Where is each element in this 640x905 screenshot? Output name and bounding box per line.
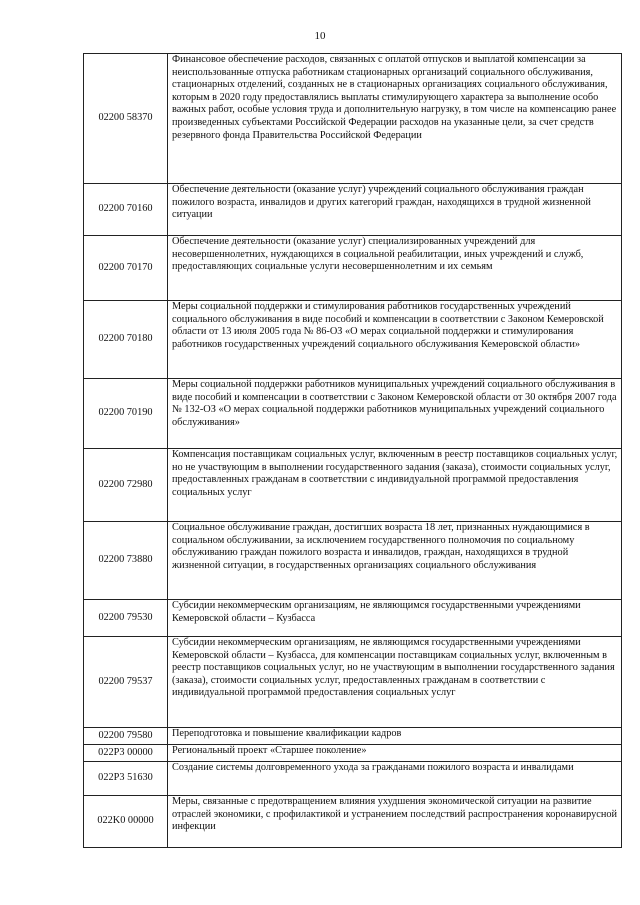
classification-table xyxy=(83,53,622,848)
row-code: 02200 72980 xyxy=(84,449,168,522)
row-description: Обеспечение деятельности (оказание услуг) специализированных учреждений для несовершеннолетних, нуждающихся в социальной реабилитации, иных учреждений и служб, предоставляющих социальные услуги несовершеннолетним и их семьям xyxy=(168,236,622,301)
row-description: Субсидии некоммерческим организациям, не являющимся государственными учреждениями Кемеровской области – Кузбасса, для компенсации поставщикам социальных услуг, включенным в реестр поставщиков социальных услуг, но не участвующим в выполнении государственного задания (заказа), стоимости социальных услуг, предоставленных гражданам в соответствии с индивидуальной программой предоставления социальных услуг xyxy=(168,637,622,728)
table-row xyxy=(84,236,622,301)
row-description: Создание системы долговременного ухода за гражданами пожилого возраста и инвалидами xyxy=(168,762,622,796)
page-number: 10 xyxy=(314,30,326,42)
row-code: 02200 73880 xyxy=(84,522,168,600)
row-code: 022P3 00000 xyxy=(84,745,168,762)
row-description: Меры социальной поддержки работников муниципальных учреждений социального обслуживания в виде пособий и компенсации в соответствии с Законом Кемеровской области от 30 октября 2007 года № 132-ОЗ «О мерах социальной поддержки работников муниципальных учреждений социального обслуживания» xyxy=(168,379,622,449)
row-code: 02200 79530 xyxy=(84,600,168,637)
row-description: Компенсация поставщикам социальных услуг, включенным в реестр поставщиков социальных услуг, но не участвующим в выполнении государственного задания (заказа), стоимости социальных услуг, предоставленных гражданам в соответствии с индивидуальной программой предоставления социальных услуг xyxy=(168,449,622,522)
table-row xyxy=(84,184,622,236)
table-row xyxy=(84,379,622,449)
row-code: 02200 70170 xyxy=(84,236,168,301)
row-code: 022P3 51630 xyxy=(84,762,168,796)
table-row xyxy=(84,600,622,637)
row-description: Меры, связанные с предотвращением влияния ухудшения экономической ситуации на развитие отраслей экономики, с профилактикой и устранением последствий распространения коронавирусной инфекции xyxy=(168,796,622,848)
table-row xyxy=(84,54,622,184)
table-row xyxy=(84,637,622,728)
row-code: 02200 58370 xyxy=(84,54,168,184)
table-row xyxy=(84,301,622,379)
row-code: 02200 79580 xyxy=(84,728,168,745)
row-description: Меры социальной поддержки и стимулирования работников государственных учреждений социального обслуживания в виде пособий и компенсации в соответствии с Законом Кемеровской области от 13 июля 2005 года № 86-ОЗ «О мерах социальной поддержки и стимулирования работников государственных учреждений социального обслуживания Кемеровской области» xyxy=(168,301,622,379)
row-description: Социальное обслуживание граждан, достигших возраста 18 лет, признанных нуждающимися в социальном обслуживании, за исключением государственного полномочия по социальному обслуживанию граждан пожилого возраста и инвалидов, граждан, находящихся в трудной жизненной ситуации, в государственных организациях социального обслуживания xyxy=(168,522,622,600)
row-description: Обеспечение деятельности (оказание услуг) учреждений социального обслуживания граждан пожилого возраста, инвалидов и других категорий граждан, находящихся в трудной жизненной ситуации xyxy=(168,184,622,236)
row-code: 02200 70180 xyxy=(84,301,168,379)
table-row xyxy=(84,522,622,600)
row-code: 02200 79537 xyxy=(84,637,168,728)
row-description: Региональный проект «Старшее поколение» xyxy=(168,745,622,762)
row-description: Финансовое обеспечение расходов, связанных с оплатой отпусков и выплатой компенсации за неиспользованные отпуска работникам стационарных организаций социального обслуживания, стационарных отделений, созданных не в стационарных организациях социального обслуживания, которым в 2020 году предоставлялись выплаты стимулирующего характера за выполнение особо важных работ, особые условия труда и дополнительную нагрузку, в том числе на компенсацию ранее произведенных субъектами Российской Федерации расходов на указанные цели, за счет средств резервного фонда Правительства Российской Федерации xyxy=(168,54,622,184)
table-row xyxy=(84,728,622,745)
table-row xyxy=(84,449,622,522)
table-row xyxy=(84,762,622,796)
table-row xyxy=(84,745,622,762)
row-description: Субсидии некоммерческим организациям, не являющимся государственными учреждениями Кемеровской области – Кузбасса xyxy=(168,600,622,637)
row-code: 022K0 00000 xyxy=(84,796,168,848)
row-code: 02200 70190 xyxy=(84,379,168,449)
table-row xyxy=(84,796,622,848)
row-description: Переподготовка и повышение квалификации кадров xyxy=(168,728,622,745)
row-code: 02200 70160 xyxy=(84,184,168,236)
